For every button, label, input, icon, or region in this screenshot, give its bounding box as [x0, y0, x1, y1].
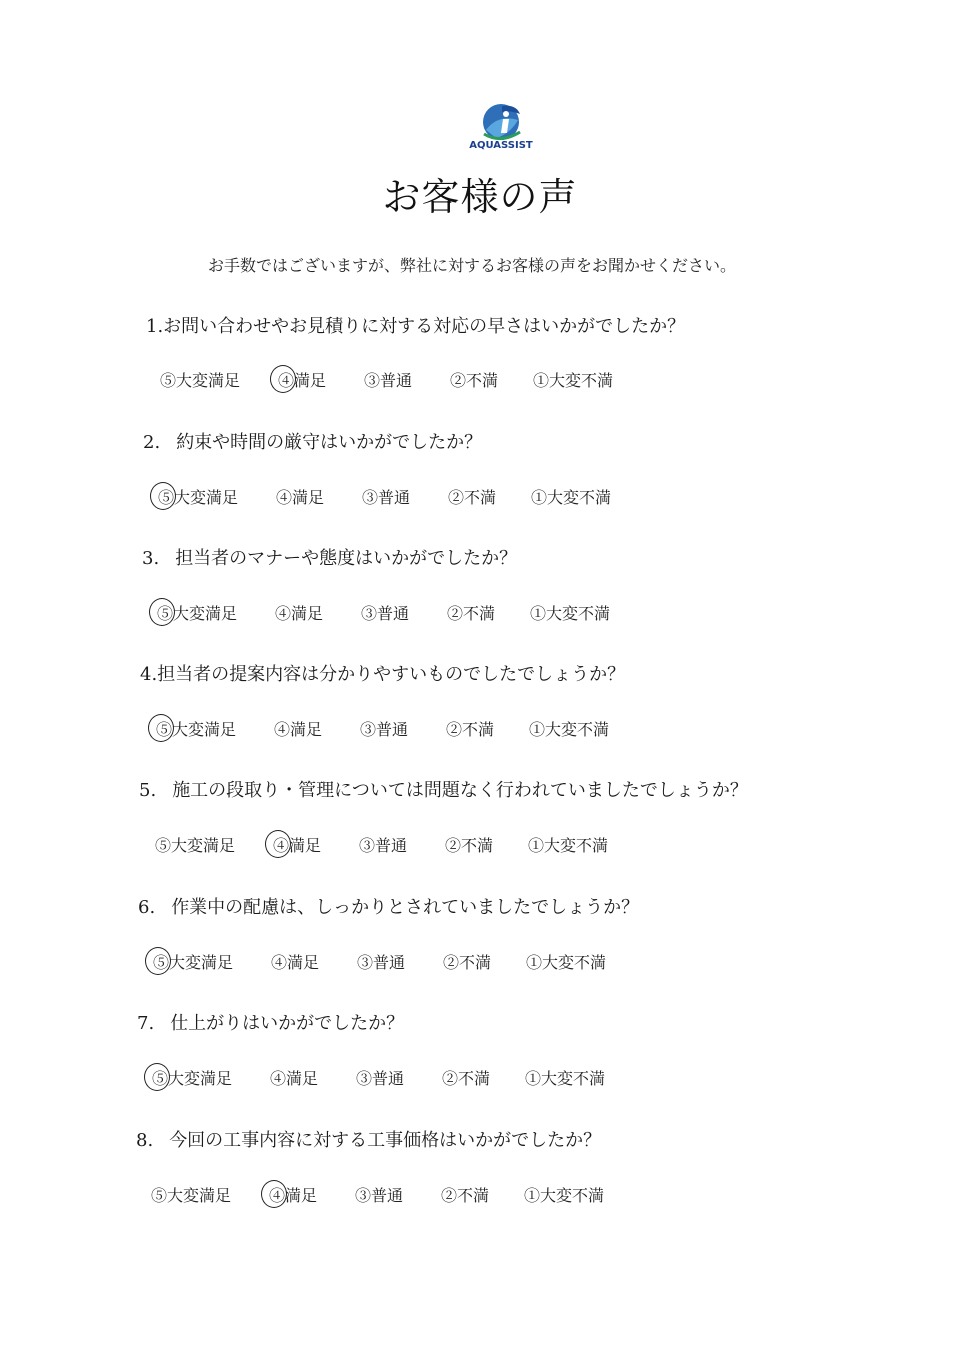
rating-option-3[interactable]	[359, 831, 407, 861]
rating-option-2[interactable]	[447, 599, 495, 629]
question-8	[136, 1126, 601, 1152]
rating-option-label: ⑤大変満足	[151, 1186, 232, 1205]
question-4	[140, 660, 625, 686]
rating-option-4[interactable]	[276, 483, 324, 513]
rating-option-4[interactable]	[270, 1064, 318, 1094]
rating-option-5[interactable]	[153, 948, 233, 978]
selected-circle-mark	[270, 365, 296, 393]
rating-options-6	[153, 948, 633, 978]
rating-options-5	[155, 831, 635, 861]
rating-option-label: ②不満	[450, 371, 499, 390]
question-text: 仕上がりはいかがでしたか？	[170, 1013, 405, 1034]
rating-option-1[interactable]	[528, 831, 608, 861]
rating-option-1[interactable]	[531, 483, 611, 513]
rating-option-label: ③普通	[355, 1186, 404, 1205]
rating-option-label: ①大変不満	[530, 604, 611, 623]
page-title: お客様の声	[382, 175, 578, 219]
rating-option-3[interactable]	[360, 715, 408, 745]
question-number: 3.	[142, 548, 160, 569]
rating-option-label: ⑤大変満足	[155, 836, 236, 855]
aquassist-logo-icon	[466, 100, 536, 142]
rating-option-label: ⑤大変満足	[157, 604, 238, 623]
question-5	[139, 776, 748, 802]
rating-option-label: ②不満	[441, 1186, 490, 1205]
rating-option-label: ③普通	[361, 604, 410, 623]
rating-option-label: ⑤大変満足	[153, 953, 234, 972]
rating-option-4[interactable]	[271, 948, 319, 978]
question-3	[142, 544, 517, 570]
question-text: 担当者の提案内容は分かりやすいものでしたでしょうか？	[157, 664, 626, 685]
rating-option-3[interactable]	[364, 366, 412, 396]
rating-option-label: ①大変不満	[526, 953, 607, 972]
rating-option-label: ①大変不満	[525, 1069, 606, 1088]
question-1	[146, 312, 685, 338]
rating-option-label: ④満足	[275, 604, 324, 623]
rating-option-label: ①大変不満	[524, 1186, 605, 1205]
rating-option-1[interactable]	[524, 1181, 604, 1211]
selected-circle-mark	[144, 1063, 170, 1091]
rating-option-1[interactable]	[526, 948, 606, 978]
question-text: 約束や時間の厳守はいかがでしたか？	[176, 432, 483, 453]
question-text: 作業中の配慮は、しっかりとされていましたでしょうか？	[171, 897, 640, 918]
rating-option-label: ③普通	[359, 836, 408, 855]
question-text: 今回の工事内容に対する工事価格はいかがでしたか？	[169, 1130, 602, 1151]
rating-option-label: ①大変不満	[528, 836, 609, 855]
rating-option-3[interactable]	[362, 483, 410, 513]
rating-options-3	[157, 599, 637, 629]
selected-circle-mark	[148, 714, 174, 742]
rating-option-4[interactable]	[278, 366, 326, 396]
rating-option-4[interactable]	[274, 715, 322, 745]
rating-option-2[interactable]	[450, 366, 498, 396]
question-number: 1.	[146, 316, 164, 337]
rating-option-2[interactable]	[448, 483, 496, 513]
rating-options-8	[151, 1181, 631, 1211]
rating-option-label: ④満足	[271, 953, 320, 972]
question-2	[143, 428, 482, 454]
question-number: 5.	[139, 780, 157, 801]
rating-option-label: ③普通	[357, 953, 406, 972]
selected-circle-mark	[265, 830, 291, 858]
rating-option-label: ④満足	[273, 836, 322, 855]
question-6	[138, 893, 639, 919]
company-logo	[466, 100, 536, 158]
rating-option-5[interactable]	[157, 599, 237, 629]
rating-options-4	[156, 715, 636, 745]
rating-option-label: ③普通	[356, 1069, 405, 1088]
rating-option-2[interactable]	[442, 1064, 490, 1094]
rating-option-label: ③普通	[360, 720, 409, 739]
rating-option-label: ②不満	[446, 720, 495, 739]
logo-text: AQUASSIST	[469, 140, 533, 151]
rating-option-label: ④満足	[278, 371, 327, 390]
rating-option-1[interactable]	[525, 1064, 605, 1094]
rating-option-label: ③普通	[362, 488, 411, 507]
question-text: お問い合わせやお見積りに対する対応の早さはいかがでしたか？	[163, 316, 686, 337]
rating-option-2[interactable]	[441, 1181, 489, 1211]
rating-option-2[interactable]	[446, 715, 494, 745]
rating-option-5[interactable]	[156, 715, 236, 745]
rating-option-2[interactable]	[445, 831, 493, 861]
rating-option-4[interactable]	[269, 1181, 317, 1211]
rating-option-label: ⑤大変満足	[152, 1069, 233, 1088]
rating-option-5[interactable]	[160, 366, 240, 396]
intro-text: お手数ではございますが、弊社に対するお客様の声をお聞かせください。	[208, 256, 737, 275]
rating-option-label: ②不満	[445, 836, 494, 855]
question-number: 2.	[143, 432, 161, 453]
question-number: 4.	[140, 664, 158, 685]
rating-option-label: ①大変不満	[533, 371, 614, 390]
rating-option-label: ②不満	[447, 604, 496, 623]
rating-option-1[interactable]	[533, 366, 613, 396]
rating-option-label: ④満足	[274, 720, 323, 739]
rating-option-label: ④満足	[276, 488, 325, 507]
question-number: 8.	[136, 1130, 154, 1151]
question-text: 担当者のマナーや態度はいかがでしたか？	[175, 548, 518, 569]
rating-option-3[interactable]	[356, 1064, 404, 1094]
rating-option-5[interactable]	[152, 1064, 232, 1094]
rating-option-label: ②不満	[448, 488, 497, 507]
rating-option-5[interactable]	[151, 1181, 231, 1211]
rating-option-label: ②不満	[442, 1069, 491, 1088]
question-7	[137, 1009, 404, 1035]
rating-option-label: ④満足	[269, 1186, 318, 1205]
rating-option-3[interactable]	[361, 599, 409, 629]
rating-options-2	[158, 483, 638, 513]
selected-circle-mark	[150, 482, 176, 510]
rating-option-label: ⑤大変満足	[156, 720, 237, 739]
rating-options-1	[160, 366, 640, 396]
selected-circle-mark	[145, 947, 171, 975]
rating-option-label: ⑤大変満足	[160, 371, 241, 390]
rating-option-label: ①大変不満	[531, 488, 612, 507]
rating-option-4[interactable]	[275, 599, 323, 629]
rating-options-7	[152, 1064, 632, 1094]
selected-circle-mark	[149, 598, 175, 626]
rating-option-label: ③普通	[364, 371, 413, 390]
question-text: 施工の段取り・管理については問題なく行われていましたでしょうか？	[172, 780, 748, 801]
rating-option-5[interactable]	[155, 831, 235, 861]
rating-option-label: ⑤大変満足	[158, 488, 239, 507]
question-number: 7.	[137, 1013, 155, 1034]
rating-option-3[interactable]	[355, 1181, 403, 1211]
rating-option-5[interactable]	[158, 483, 238, 513]
selected-circle-mark	[261, 1180, 287, 1208]
rating-option-4[interactable]	[273, 831, 321, 861]
rating-option-label: ④満足	[270, 1069, 319, 1088]
rating-option-1[interactable]	[529, 715, 609, 745]
rating-option-2[interactable]	[443, 948, 491, 978]
rating-option-1[interactable]	[530, 599, 610, 629]
question-number: 6.	[138, 897, 156, 918]
rating-option-label: ②不満	[443, 953, 492, 972]
rating-option-3[interactable]	[357, 948, 405, 978]
rating-option-label: ①大変不満	[529, 720, 610, 739]
